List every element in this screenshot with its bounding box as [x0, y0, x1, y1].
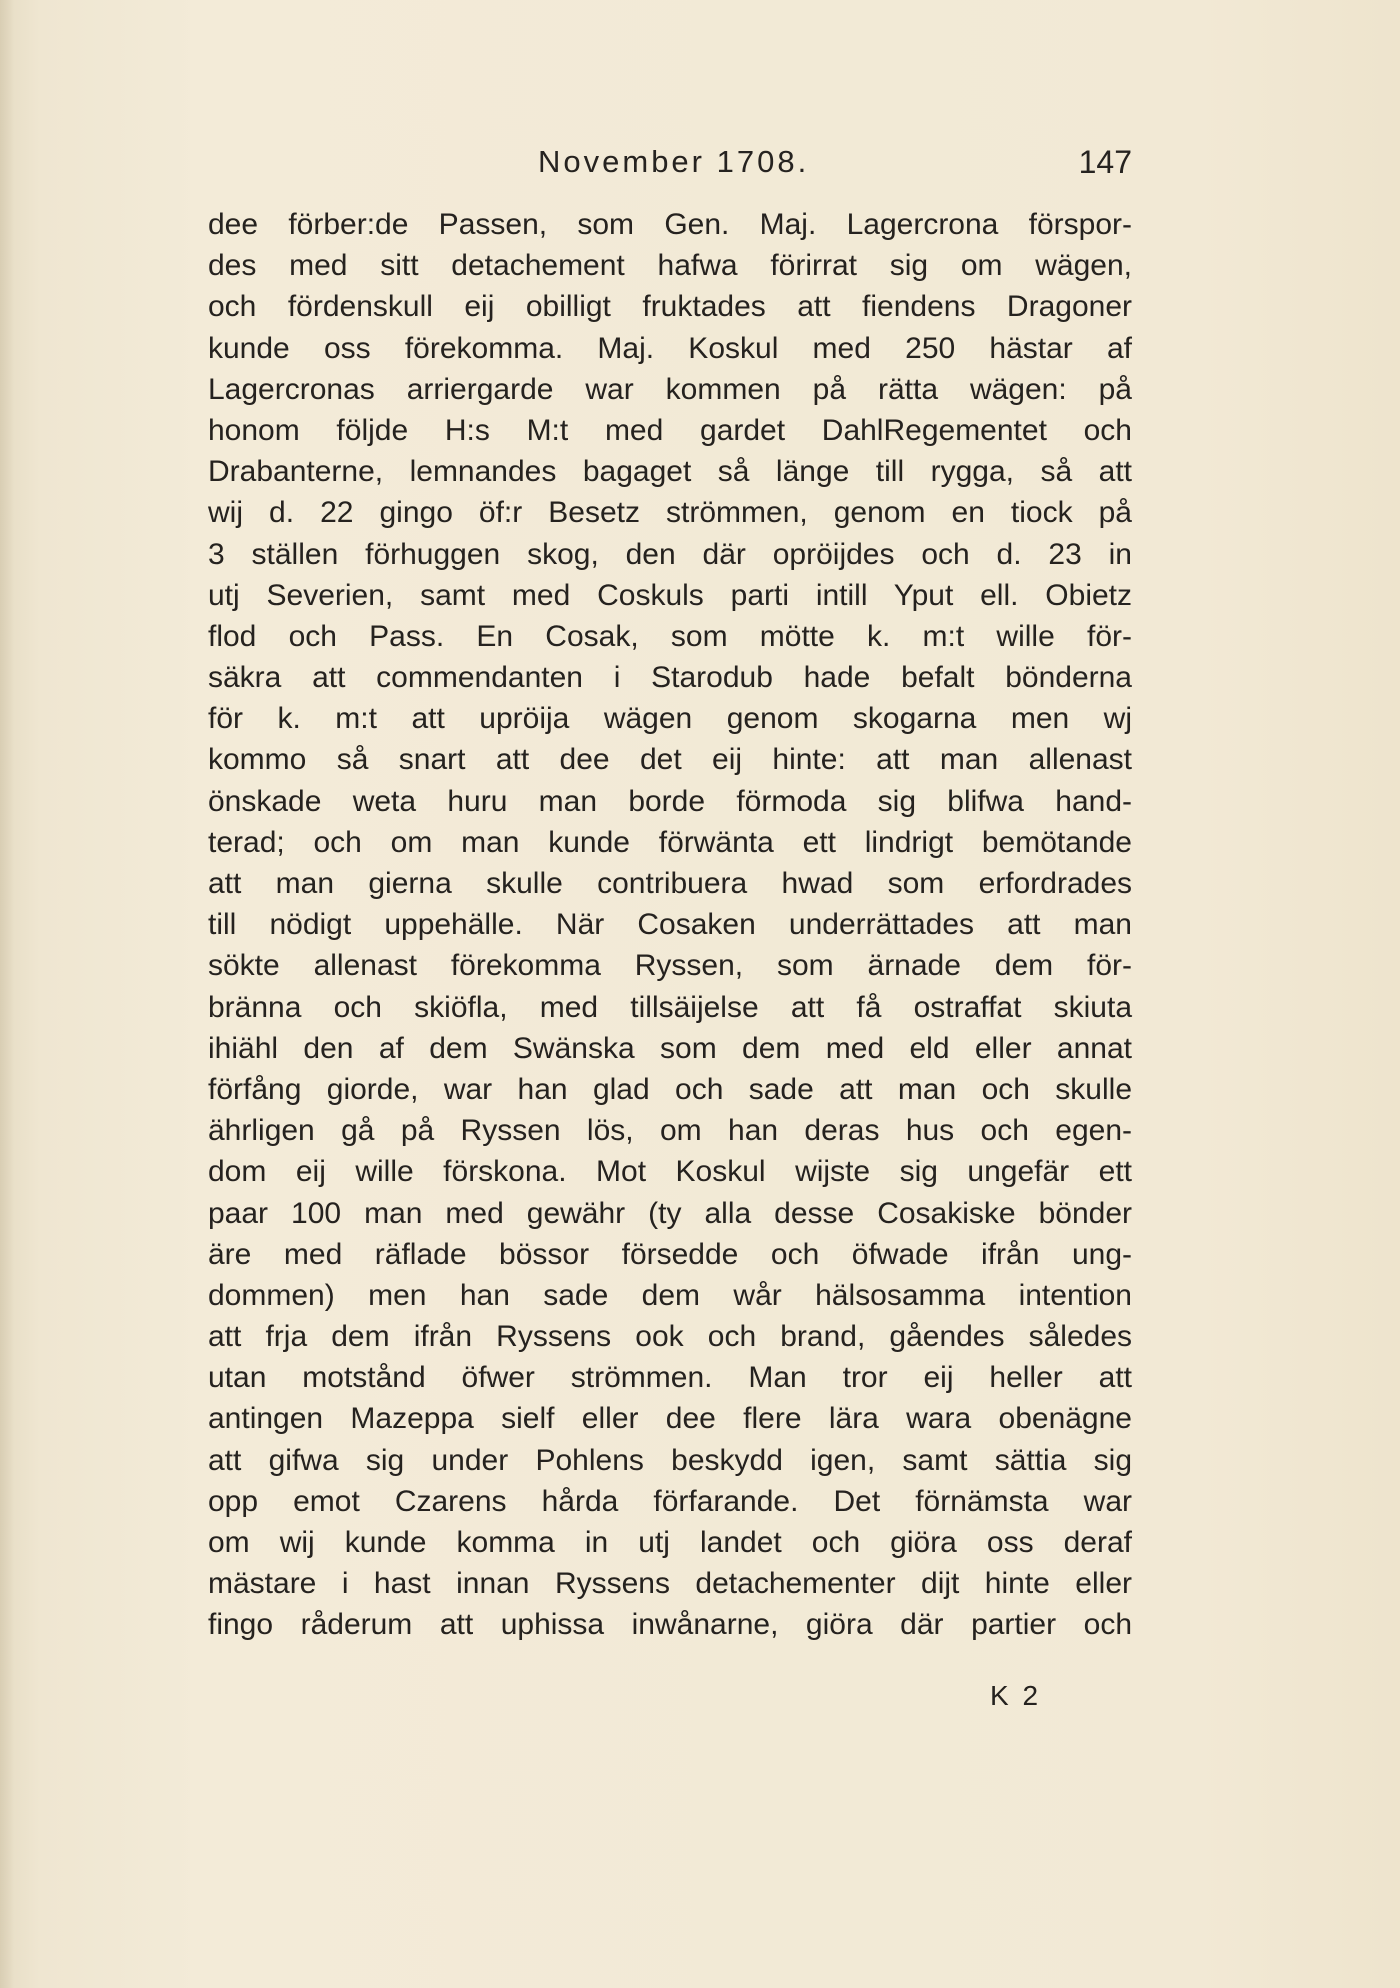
text-line: att man gierna skulle contribuera hwad som erfordrades	[208, 867, 1132, 900]
text-line: 3 ställen förhuggen skog, den där opröijdes och d. 23 in	[208, 537, 1132, 571]
text-line: bränna och skiöfla, med tillsäijelse att få ostraffat skiuta	[208, 990, 1132, 1024]
text-line: säkra att commendanten i Starodub hade befalt bönderna	[208, 661, 1132, 695]
text-line: till nödigt uppehälle. När Cosaken underrättades att man	[208, 908, 1132, 942]
page-spine-shadow	[0, 0, 14, 1988]
text-line: dom eij wille förskona. Mot Koskul wijste sig ungefär ett	[208, 1155, 1132, 1189]
text-line: förfång giorde, war han glad och sade att man och skulle	[208, 1072, 1132, 1106]
text-line: wij d. 22 gingo öf:r Besetz strömmen, genom en tiock på	[208, 496, 1132, 530]
text-line: honom följde H:s M:t med gardet DahlRegementet och	[208, 413, 1132, 447]
text-line: antingen Mazeppa sielf eller dee flere lära wara obenägne	[208, 1402, 1132, 1436]
text-line: flod och Pass. En Cosak, som mötte k. m:t wille för-	[208, 619, 1132, 653]
text-line: terad; och om man kunde förwänta ett lindrigt bemötande	[208, 825, 1132, 859]
text-line: att gifwa sig under Pohlens beskydd igen, samt sättia sig	[208, 1443, 1132, 1477]
text-line: mästare i hast innan Ryssens detachementer dijt hinte eller	[208, 1567, 1132, 1601]
text-line: äre med räflade bössor försedde och öfwade ifrån ung-	[208, 1237, 1132, 1271]
text-line: ihiähl den af dem Swänska som dem med eld eller annat	[208, 1031, 1132, 1065]
text-line: om wij kunde komma in utj landet och giöra oss deraf	[208, 1526, 1132, 1559]
text-line: ährligen gå på Ryssen lös, om han deras hus och egen-	[208, 1114, 1132, 1148]
body-text	[208, 204, 1132, 1646]
text-line: des med sitt detachement hafwa förirrat sig om wägen,	[208, 249, 1132, 283]
text-line: utan motstånd öfwer strömmen. Man tror eij heller att	[208, 1361, 1132, 1395]
text-line: dee förber:de Passen, som Gen. Maj. Lagercrona förspor-	[208, 208, 1132, 241]
signature-mark: K 2	[990, 1680, 1042, 1711]
text-line: kunde oss förekomma. Maj. Koskul med 250 hästar af	[208, 331, 1132, 365]
text-line: opp emot Czarens hårda förfarande. Det förnämsta war	[208, 1484, 1132, 1518]
text-line: utj Severien, samt med Coskuls parti intill Yput ell. Obietz	[208, 578, 1132, 612]
text-line: fingo råderum att uphissa inwånarne, giöra där partier och	[208, 1608, 1132, 1642]
text-line: Drabanterne, lemnandes bagaget så länge till rygga, så att	[208, 455, 1132, 489]
text-line: och fördenskull eij obilligt fruktades att fiendens Dragoner	[208, 290, 1132, 324]
text-line: kommo så snart att dee det eij hinte: att man allenast	[208, 743, 1132, 777]
text-line: sökte allenast förekomma Ryssen, som ärnade dem för-	[208, 949, 1132, 983]
text-line: att frja dem ifrån Ryssens ook och brand, gåendes således	[208, 1320, 1132, 1354]
text-line: önskade weta huru man borde förmoda sig blifwa hand-	[208, 784, 1132, 818]
text-line: paar 100 man med gewähr (ty alla desse Cosakiske bönder	[208, 1196, 1132, 1230]
text-line: Lagercronas arriergarde war kommen på rätta wägen: på	[208, 372, 1132, 406]
text-line: dommen) men han sade dem wår hälsosamma intention	[208, 1278, 1132, 1312]
page-header	[208, 136, 1132, 188]
text-line: för k. m:t att upröija wägen genom skogarna men wj	[208, 702, 1132, 736]
running-title: November 1708.	[538, 144, 810, 179]
page-number: 147	[1078, 144, 1132, 180]
